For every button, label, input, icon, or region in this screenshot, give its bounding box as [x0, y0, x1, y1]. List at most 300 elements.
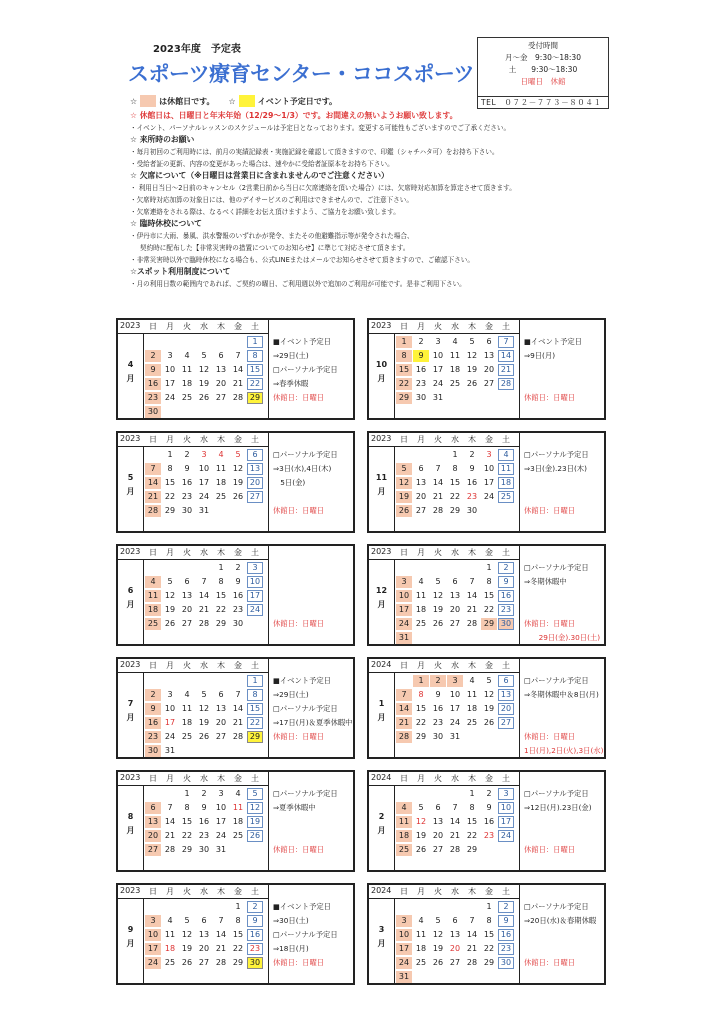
day-cell: 1	[413, 675, 429, 687]
day-cell: 3	[396, 915, 412, 927]
weekday-header: 土	[502, 435, 510, 444]
calendar-note: ■イベント予定日	[273, 676, 331, 685]
calendar-year: 2023	[120, 660, 141, 669]
day-cell: 21	[145, 491, 161, 503]
day-cell: 9	[235, 577, 241, 586]
month-label: 2 月	[377, 812, 386, 835]
weekday-header: 月	[417, 661, 425, 670]
day-cell: 15	[164, 478, 176, 487]
note-line: ・受給者証の更新、内容の変更があった場合は、速やかに受給者証原本をお持ち下さい。	[130, 160, 394, 168]
day-cell: 16	[483, 817, 495, 826]
day-cell: 10	[396, 929, 412, 941]
day-cell: 26	[396, 505, 412, 517]
day-cell: 25	[181, 732, 193, 741]
day-cell: 5	[201, 351, 207, 360]
day-cell: 12	[247, 802, 263, 814]
day-cell: 30	[181, 506, 193, 515]
day-cell: 25	[215, 492, 227, 501]
day-cell: 14	[466, 591, 478, 600]
calendar-rule	[118, 559, 269, 560]
weekday-header: 水	[200, 435, 208, 444]
weekday-header: 日	[400, 435, 408, 444]
day-cell: 21	[215, 944, 227, 953]
day-cell: 18	[145, 604, 161, 616]
month-calendar	[367, 318, 606, 420]
day-cell: 12	[198, 704, 210, 713]
day-cell: 20	[181, 605, 193, 614]
day-cell: 14	[432, 478, 444, 487]
day-cell: 31	[198, 506, 210, 515]
day-cell: 7	[201, 577, 207, 586]
day-cell: 24	[198, 492, 210, 501]
month-label: 5 月	[126, 473, 135, 496]
weekday-header: 日	[149, 322, 157, 331]
calendar-note: ⇒30日(土)	[273, 916, 309, 925]
day-cell: 12	[396, 477, 412, 489]
calendar-note: □パーソナル予定日	[273, 930, 338, 939]
day-cell: 19	[415, 831, 427, 840]
day-cell: 16	[181, 478, 193, 487]
day-cell: 14	[449, 817, 461, 826]
day-cell: 27	[415, 506, 427, 515]
note-line: ☆ 来所時のお願い	[130, 135, 195, 144]
day-cell: 18	[232, 817, 244, 826]
calendar-rule	[143, 334, 144, 420]
day-cell: 21	[198, 605, 210, 614]
weekday-header: 土	[502, 887, 510, 896]
weekday-header: 月	[417, 548, 425, 557]
day-cell: 4	[167, 916, 173, 925]
weekday-header: 日	[149, 661, 157, 670]
day-cell: 11	[232, 803, 244, 812]
day-cell: 5	[418, 803, 424, 812]
day-cell: 28	[396, 731, 412, 743]
legend-star: ☆	[130, 96, 138, 106]
day-cell: 20	[449, 944, 461, 953]
calendar-note: ⇒29日(土)	[273, 351, 309, 360]
weekday-header: 金	[485, 887, 493, 896]
day-cell: 5	[167, 577, 173, 586]
weekday-header: 水	[451, 774, 459, 783]
day-cell: 1	[396, 336, 412, 348]
note-line: 契約時に配布した【非常災害時の措置についてのお知らせ】に準じて対応させて頂きます。	[140, 244, 410, 252]
day-cell: 17	[164, 718, 176, 727]
day-cell: 6	[145, 802, 161, 814]
calendar-note: ⇒冬期休暇中＆8日(月)	[524, 690, 599, 699]
day-cell: 13	[498, 689, 514, 701]
day-cell: 22	[164, 492, 176, 501]
note-line: ☆ 欠席について（※日曜日は営業日に含まれませんのでご注意ください）	[130, 171, 389, 180]
calendar-rule	[394, 447, 395, 533]
note-line: ・欠席時対応加算の対象日には、他のデイサービスのご利用はできませんので、ご注意下さい。	[130, 196, 413, 204]
day-cell: 4	[498, 449, 514, 461]
day-cell: 11	[466, 690, 478, 699]
day-cell: 21	[164, 831, 176, 840]
day-cell: 27	[483, 379, 495, 388]
day-cell: 9	[435, 690, 441, 699]
day-cell: 23	[483, 831, 495, 840]
weekday-header: 木	[217, 887, 225, 896]
hours-holiday: 日曜日 休館	[520, 77, 566, 86]
calendar-note: □パーソナル予定日	[524, 450, 589, 459]
day-cell: 1	[486, 902, 492, 911]
day-cell: 13	[449, 930, 461, 939]
day-cell: 10	[449, 690, 461, 699]
day-cell: 4	[235, 789, 241, 798]
day-cell: 13	[415, 478, 427, 487]
day-cell: 9	[469, 464, 475, 473]
calendar-note: ⇒冬期休暇中	[524, 577, 567, 586]
month-calendar	[116, 770, 355, 872]
day-cell: 22	[466, 831, 478, 840]
day-cell: 24	[145, 957, 161, 969]
day-cell: 17	[432, 365, 444, 374]
calendar-note: □パーソナル予定日	[273, 450, 338, 459]
day-cell: 9	[184, 464, 190, 473]
day-cell: 26	[466, 379, 478, 388]
day-cell: 28	[145, 505, 161, 517]
weekday-header: 木	[468, 774, 476, 783]
day-cell: 16	[432, 704, 444, 713]
calendar-note: ■イベント予定日	[273, 337, 331, 346]
day-cell: 10	[432, 351, 444, 360]
page-title: スポーツ療育センター・ココスポーツ	[128, 62, 474, 86]
day-cell: 19	[432, 944, 444, 953]
day-cell: 16	[466, 478, 478, 487]
day-cell: 7	[498, 336, 514, 348]
weekday-header: 土	[502, 548, 510, 557]
calendar-rule	[118, 333, 269, 334]
calendar-rule	[369, 446, 520, 447]
day-cell: 25	[181, 393, 193, 402]
weekday-header: 月	[166, 887, 174, 896]
weekday-header: 金	[485, 548, 493, 557]
day-cell: 19	[396, 491, 412, 503]
day-cell: 25	[232, 831, 244, 840]
note-line: ☆ 休館日は、日曜日と年末年始（12/29～1/3）です。お間違えの無いようお願い致します。	[130, 111, 458, 120]
weekday-header: 火	[434, 774, 442, 783]
day-cell: 19	[232, 478, 244, 487]
weekday-header: 水	[451, 322, 459, 331]
day-cell: 22	[232, 944, 244, 953]
day-cell: 4	[184, 690, 190, 699]
day-cell: 9	[498, 915, 514, 927]
day-cell: 15	[181, 817, 193, 826]
day-cell: 10	[164, 365, 176, 374]
calendar-rule	[519, 546, 520, 646]
day-cell: 21	[396, 717, 412, 729]
day-cell: 18	[396, 830, 412, 842]
calendar-note: 29日(金).30日(土)	[524, 633, 601, 642]
day-cell: 22	[247, 378, 263, 390]
day-cell: 31	[164, 746, 176, 755]
weekday-header: 木	[217, 774, 225, 783]
day-cell: 10	[247, 576, 263, 588]
calendar-rule	[369, 785, 520, 786]
day-cell: 29	[481, 618, 497, 630]
day-cell: 29	[483, 958, 495, 967]
day-cell: 2	[469, 450, 475, 459]
day-cell: 5	[184, 916, 190, 925]
weekday-header: 土	[251, 322, 259, 331]
calendar-note: 休館日：日曜日	[273, 393, 325, 402]
day-cell: 30	[232, 619, 244, 628]
weekday-header: 金	[485, 661, 493, 670]
day-cell: 6	[184, 577, 190, 586]
month-label: 6 月	[126, 586, 135, 609]
calendar-note: 休館日：日曜日	[273, 619, 325, 628]
weekday-header: 土	[251, 774, 259, 783]
day-cell: 2	[145, 689, 161, 701]
day-cell: 9	[247, 915, 263, 927]
weekday-header: 日	[149, 774, 157, 783]
weekday-header: 土	[251, 887, 259, 896]
day-cell: 9	[413, 350, 429, 362]
day-cell: 11	[181, 365, 193, 374]
day-cell: 9	[486, 803, 492, 812]
day-cell: 27	[498, 717, 514, 729]
day-cell: 8	[486, 577, 492, 586]
weekday-header: 火	[183, 661, 191, 670]
calendar-note: □パーソナル予定日	[524, 902, 589, 911]
calendar-year: 2023	[120, 886, 141, 895]
day-cell: 28	[164, 845, 176, 854]
day-cell: 21	[232, 718, 244, 727]
day-cell: 11	[164, 930, 176, 939]
calendar-year: 2023	[371, 434, 392, 443]
day-cell: 21	[466, 944, 478, 953]
day-cell: 19	[483, 704, 495, 713]
day-cell: 22	[396, 378, 412, 390]
day-cell: 18	[415, 605, 427, 614]
day-cell: 9	[201, 803, 207, 812]
day-cell: 15	[247, 364, 263, 376]
day-cell: 9	[498, 576, 514, 588]
weekday-header: 金	[234, 661, 242, 670]
day-cell: 6	[498, 675, 514, 687]
legend	[130, 95, 337, 107]
day-cell: 13	[432, 817, 444, 826]
calendar-note: ⇒29日(土)	[273, 690, 309, 699]
day-cell: 1	[247, 675, 263, 687]
day-cell: 8	[247, 350, 263, 362]
day-cell: 18	[498, 477, 514, 489]
day-cell: 24	[164, 393, 176, 402]
day-cell: 3	[201, 450, 207, 459]
calendar-note: ⇒夏季休暇中	[273, 803, 316, 812]
day-cell: 26	[483, 718, 495, 727]
weekday-header: 日	[400, 322, 408, 331]
calendar-year: 2024	[371, 773, 392, 782]
day-cell: 17	[164, 379, 176, 388]
note-line: ☆ 臨時休校について	[130, 219, 202, 228]
weekday-header: 木	[217, 548, 225, 557]
day-cell: 11	[415, 930, 427, 939]
calendar-note: 休館日：日曜日	[524, 732, 576, 741]
day-cell: 8	[486, 916, 492, 925]
day-cell: 29	[466, 845, 478, 854]
day-cell: 18	[449, 365, 461, 374]
day-cell: 4	[418, 916, 424, 925]
weekday-header: 月	[417, 887, 425, 896]
day-cell: 10	[396, 590, 412, 602]
fiscal-year-label: 2023年度 予定表	[153, 44, 241, 55]
day-cell: 23	[247, 943, 263, 955]
weekday-header: 土	[251, 661, 259, 670]
weekday-header: 水	[200, 887, 208, 896]
weekday-header: 月	[166, 661, 174, 670]
day-cell: 16	[145, 378, 161, 390]
day-cell: 27	[449, 958, 461, 967]
weekday-header: 日	[149, 548, 157, 557]
day-cell: 25	[396, 844, 412, 856]
day-cell: 15	[483, 930, 495, 939]
day-cell: 17	[396, 943, 412, 955]
day-cell: 30	[432, 732, 444, 741]
day-cell: 31	[432, 393, 444, 402]
legend-event-swatch	[239, 95, 255, 107]
day-cell: 17	[145, 943, 161, 955]
day-cell: 8	[396, 350, 412, 362]
day-cell: 13	[215, 704, 227, 713]
day-cell: 3	[435, 337, 441, 346]
month-calendar	[367, 883, 606, 985]
day-cell: 4	[396, 802, 412, 814]
weekday-header: 月	[417, 322, 425, 331]
calendar-note: 1日(月),2日(火),3日(水)	[524, 746, 604, 755]
day-cell: 24	[164, 732, 176, 741]
month-label: 3 月	[377, 925, 386, 948]
day-cell: 6	[486, 337, 492, 346]
day-cell: 3	[447, 675, 463, 687]
day-cell: 5	[486, 676, 492, 685]
day-cell: 31	[449, 732, 461, 741]
weekday-header: 金	[485, 322, 493, 331]
day-cell: 31	[396, 632, 412, 644]
day-cell: 24	[247, 604, 263, 616]
day-cell: 10	[215, 803, 227, 812]
calendar-rule	[143, 899, 144, 985]
calendar-note: ⇒20日(水)＆春期休暇	[524, 916, 597, 925]
calendar-rule	[268, 546, 269, 646]
day-cell: 16	[415, 365, 427, 374]
day-cell: 26	[432, 619, 444, 628]
day-cell: 2	[235, 563, 241, 572]
day-cell: 21	[232, 379, 244, 388]
day-cell: 30	[498, 618, 514, 630]
calendar-rule	[519, 772, 520, 872]
weekday-header: 木	[468, 887, 476, 896]
day-cell: 18	[466, 704, 478, 713]
calendar-note: ⇒春季休暇	[273, 379, 309, 388]
calendar-note: 5日(金)	[273, 478, 306, 487]
weekday-header: 土	[502, 774, 510, 783]
day-cell: 26	[198, 393, 210, 402]
day-cell: 3	[498, 788, 514, 800]
calendar-note: □パーソナル予定日	[273, 789, 338, 798]
weekday-header: 金	[234, 322, 242, 331]
day-cell: 16	[247, 929, 263, 941]
day-cell: 15	[449, 478, 461, 487]
weekday-header: 水	[451, 435, 459, 444]
day-cell: 28	[498, 378, 514, 390]
day-cell: 8	[235, 916, 241, 925]
day-cell: 18	[415, 944, 427, 953]
day-cell: 16	[498, 929, 514, 941]
day-cell: 7	[396, 689, 412, 701]
weekday-header: 火	[434, 548, 442, 557]
day-cell: 19	[466, 365, 478, 374]
day-cell: 23	[181, 492, 193, 501]
day-cell: 25	[164, 958, 176, 967]
day-cell: 5	[435, 577, 441, 586]
weekday-header: 火	[183, 887, 191, 896]
day-cell: 21	[466, 605, 478, 614]
day-cell: 15	[483, 591, 495, 600]
calendar-rule	[268, 320, 269, 420]
day-cell: 21	[432, 492, 444, 501]
day-cell: 7	[452, 803, 458, 812]
weekday-header: 火	[183, 548, 191, 557]
day-cell: 24	[449, 718, 461, 727]
day-cell: 4	[418, 577, 424, 586]
day-cell: 30	[145, 406, 161, 418]
weekday-header: 水	[200, 548, 208, 557]
month-label: 4 月	[126, 360, 135, 383]
day-cell: 7	[235, 690, 241, 699]
phone-number: TEL ０７２－７７３－８０４１	[478, 96, 608, 108]
day-cell: 5	[201, 690, 207, 699]
weekday-header: 火	[183, 774, 191, 783]
day-cell: 10	[164, 704, 176, 713]
day-cell: 8	[452, 464, 458, 473]
day-cell: 24	[498, 830, 514, 842]
day-cell: 28	[466, 958, 478, 967]
day-cell: 2	[247, 901, 263, 913]
day-cell: 23	[466, 492, 478, 501]
weekday-header: 日	[400, 548, 408, 557]
calendar-rule	[268, 885, 269, 985]
day-cell: 26	[198, 732, 210, 741]
day-cell: 20	[215, 718, 227, 727]
day-cell: 12	[466, 351, 478, 360]
calendar-rule	[143, 447, 144, 533]
day-cell: 7	[145, 463, 161, 475]
calendar-rule	[394, 786, 395, 872]
day-cell: 29	[396, 392, 412, 404]
month-label: 9 月	[126, 925, 135, 948]
day-cell: 6	[452, 577, 458, 586]
calendar-rule	[519, 433, 520, 533]
day-cell: 21	[449, 831, 461, 840]
day-cell: 11	[415, 591, 427, 600]
calendar-note: □パーソナル予定日	[524, 563, 589, 572]
calendar-rule	[519, 659, 520, 759]
day-cell: 26	[415, 845, 427, 854]
day-cell: 3	[167, 690, 173, 699]
day-cell: 28	[466, 619, 478, 628]
calendar-rule	[394, 899, 395, 985]
day-cell: 21	[498, 364, 514, 376]
day-cell: 10	[198, 464, 210, 473]
calendar-year: 2023	[371, 321, 392, 330]
day-cell: 29	[232, 958, 244, 967]
day-cell: 14	[466, 930, 478, 939]
weekday-header: 火	[434, 887, 442, 896]
weekday-header: 土	[502, 661, 510, 670]
day-cell: 14	[396, 703, 412, 715]
day-cell: 27	[198, 958, 210, 967]
